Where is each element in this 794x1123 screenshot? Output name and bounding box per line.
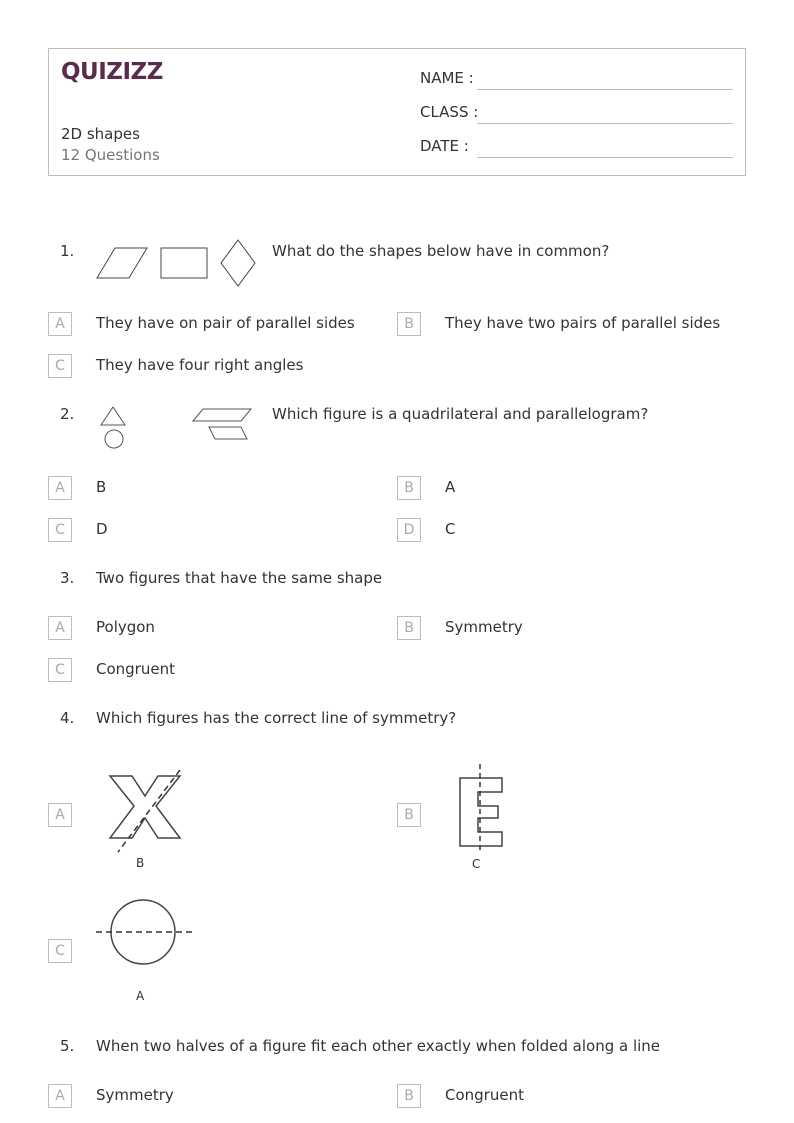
date-label: DATE : — [420, 137, 469, 155]
option-text[interactable]: Congruent — [445, 1086, 524, 1104]
option-letter-box[interactable]: B — [397, 1084, 421, 1108]
option-letter-box[interactable]: A — [48, 312, 72, 336]
question-count: 12 Questions — [61, 146, 160, 164]
option-letter-box[interactable]: C — [48, 939, 72, 963]
quizizz-logo: QUIZIZZ — [61, 59, 163, 85]
option-letter-box[interactable]: C — [48, 354, 72, 378]
option-letter-box[interactable]: A — [48, 476, 72, 500]
option-letter-box[interactable]: D — [397, 518, 421, 542]
question-text: Two figures that have the same shape — [96, 569, 383, 587]
option-text[interactable]: They have on pair of parallel sides — [96, 314, 355, 332]
worksheet-title: 2D shapes — [61, 125, 140, 143]
option-text[interactable]: Polygon — [96, 618, 155, 636]
date-input-line[interactable] — [477, 157, 733, 158]
question-text: Which figures has the correct line of symmetry? — [96, 709, 457, 727]
question-number: 3. — [60, 569, 75, 587]
question-1-shapes-figure — [95, 238, 257, 288]
circle-symmetry-figure[interactable] — [94, 894, 198, 1006]
option-text[interactable]: Symmetry — [445, 618, 523, 636]
option-text[interactable]: C — [445, 520, 456, 538]
question-number: 2. — [60, 405, 75, 423]
option-letter-box[interactable]: C — [48, 518, 72, 542]
option-letter-box[interactable]: B — [397, 616, 421, 640]
question-number: 5. — [60, 1037, 75, 1055]
option-letter-box[interactable]: C — [48, 658, 72, 682]
option-letter-box[interactable]: B — [397, 312, 421, 336]
option-text[interactable]: D — [96, 520, 108, 538]
option-text[interactable]: Symmetry — [96, 1086, 174, 1104]
question-text: Which figure is a quadrilateral and parallelogram? — [272, 405, 649, 423]
figure-caption: C — [472, 857, 481, 871]
option-letter-box[interactable]: A — [48, 803, 72, 827]
figure-caption: B — [136, 856, 145, 870]
letter-x-symmetry-figure[interactable] — [100, 766, 190, 872]
name-input-line[interactable] — [477, 89, 733, 90]
worksheet-header — [48, 48, 746, 176]
option-text[interactable]: B — [96, 478, 107, 496]
figure-caption: A — [136, 989, 145, 1003]
question-number: 4. — [60, 709, 75, 727]
option-letter-box[interactable]: B — [397, 803, 421, 827]
option-text[interactable]: A — [445, 478, 456, 496]
option-letter-box[interactable]: B — [397, 476, 421, 500]
question-number: 1. — [60, 242, 75, 260]
option-letter-box[interactable]: A — [48, 616, 72, 640]
class-input-line[interactable] — [477, 123, 733, 124]
option-letter-box[interactable]: A — [48, 1084, 72, 1108]
class-label: CLASS : — [420, 103, 479, 121]
name-label: NAME : — [420, 69, 474, 87]
option-text[interactable]: They have four right angles — [96, 356, 304, 374]
letter-e-symmetry-figure[interactable] — [452, 762, 512, 874]
question-2-shapes-figure — [95, 405, 257, 451]
question-text: What do the shapes below have in common? — [272, 242, 610, 260]
question-text: When two halves of a figure fit each other exactly when folded along a line — [96, 1037, 661, 1055]
option-text[interactable]: Congruent — [96, 660, 175, 678]
option-text[interactable]: They have two pairs of parallel sides — [445, 314, 721, 332]
